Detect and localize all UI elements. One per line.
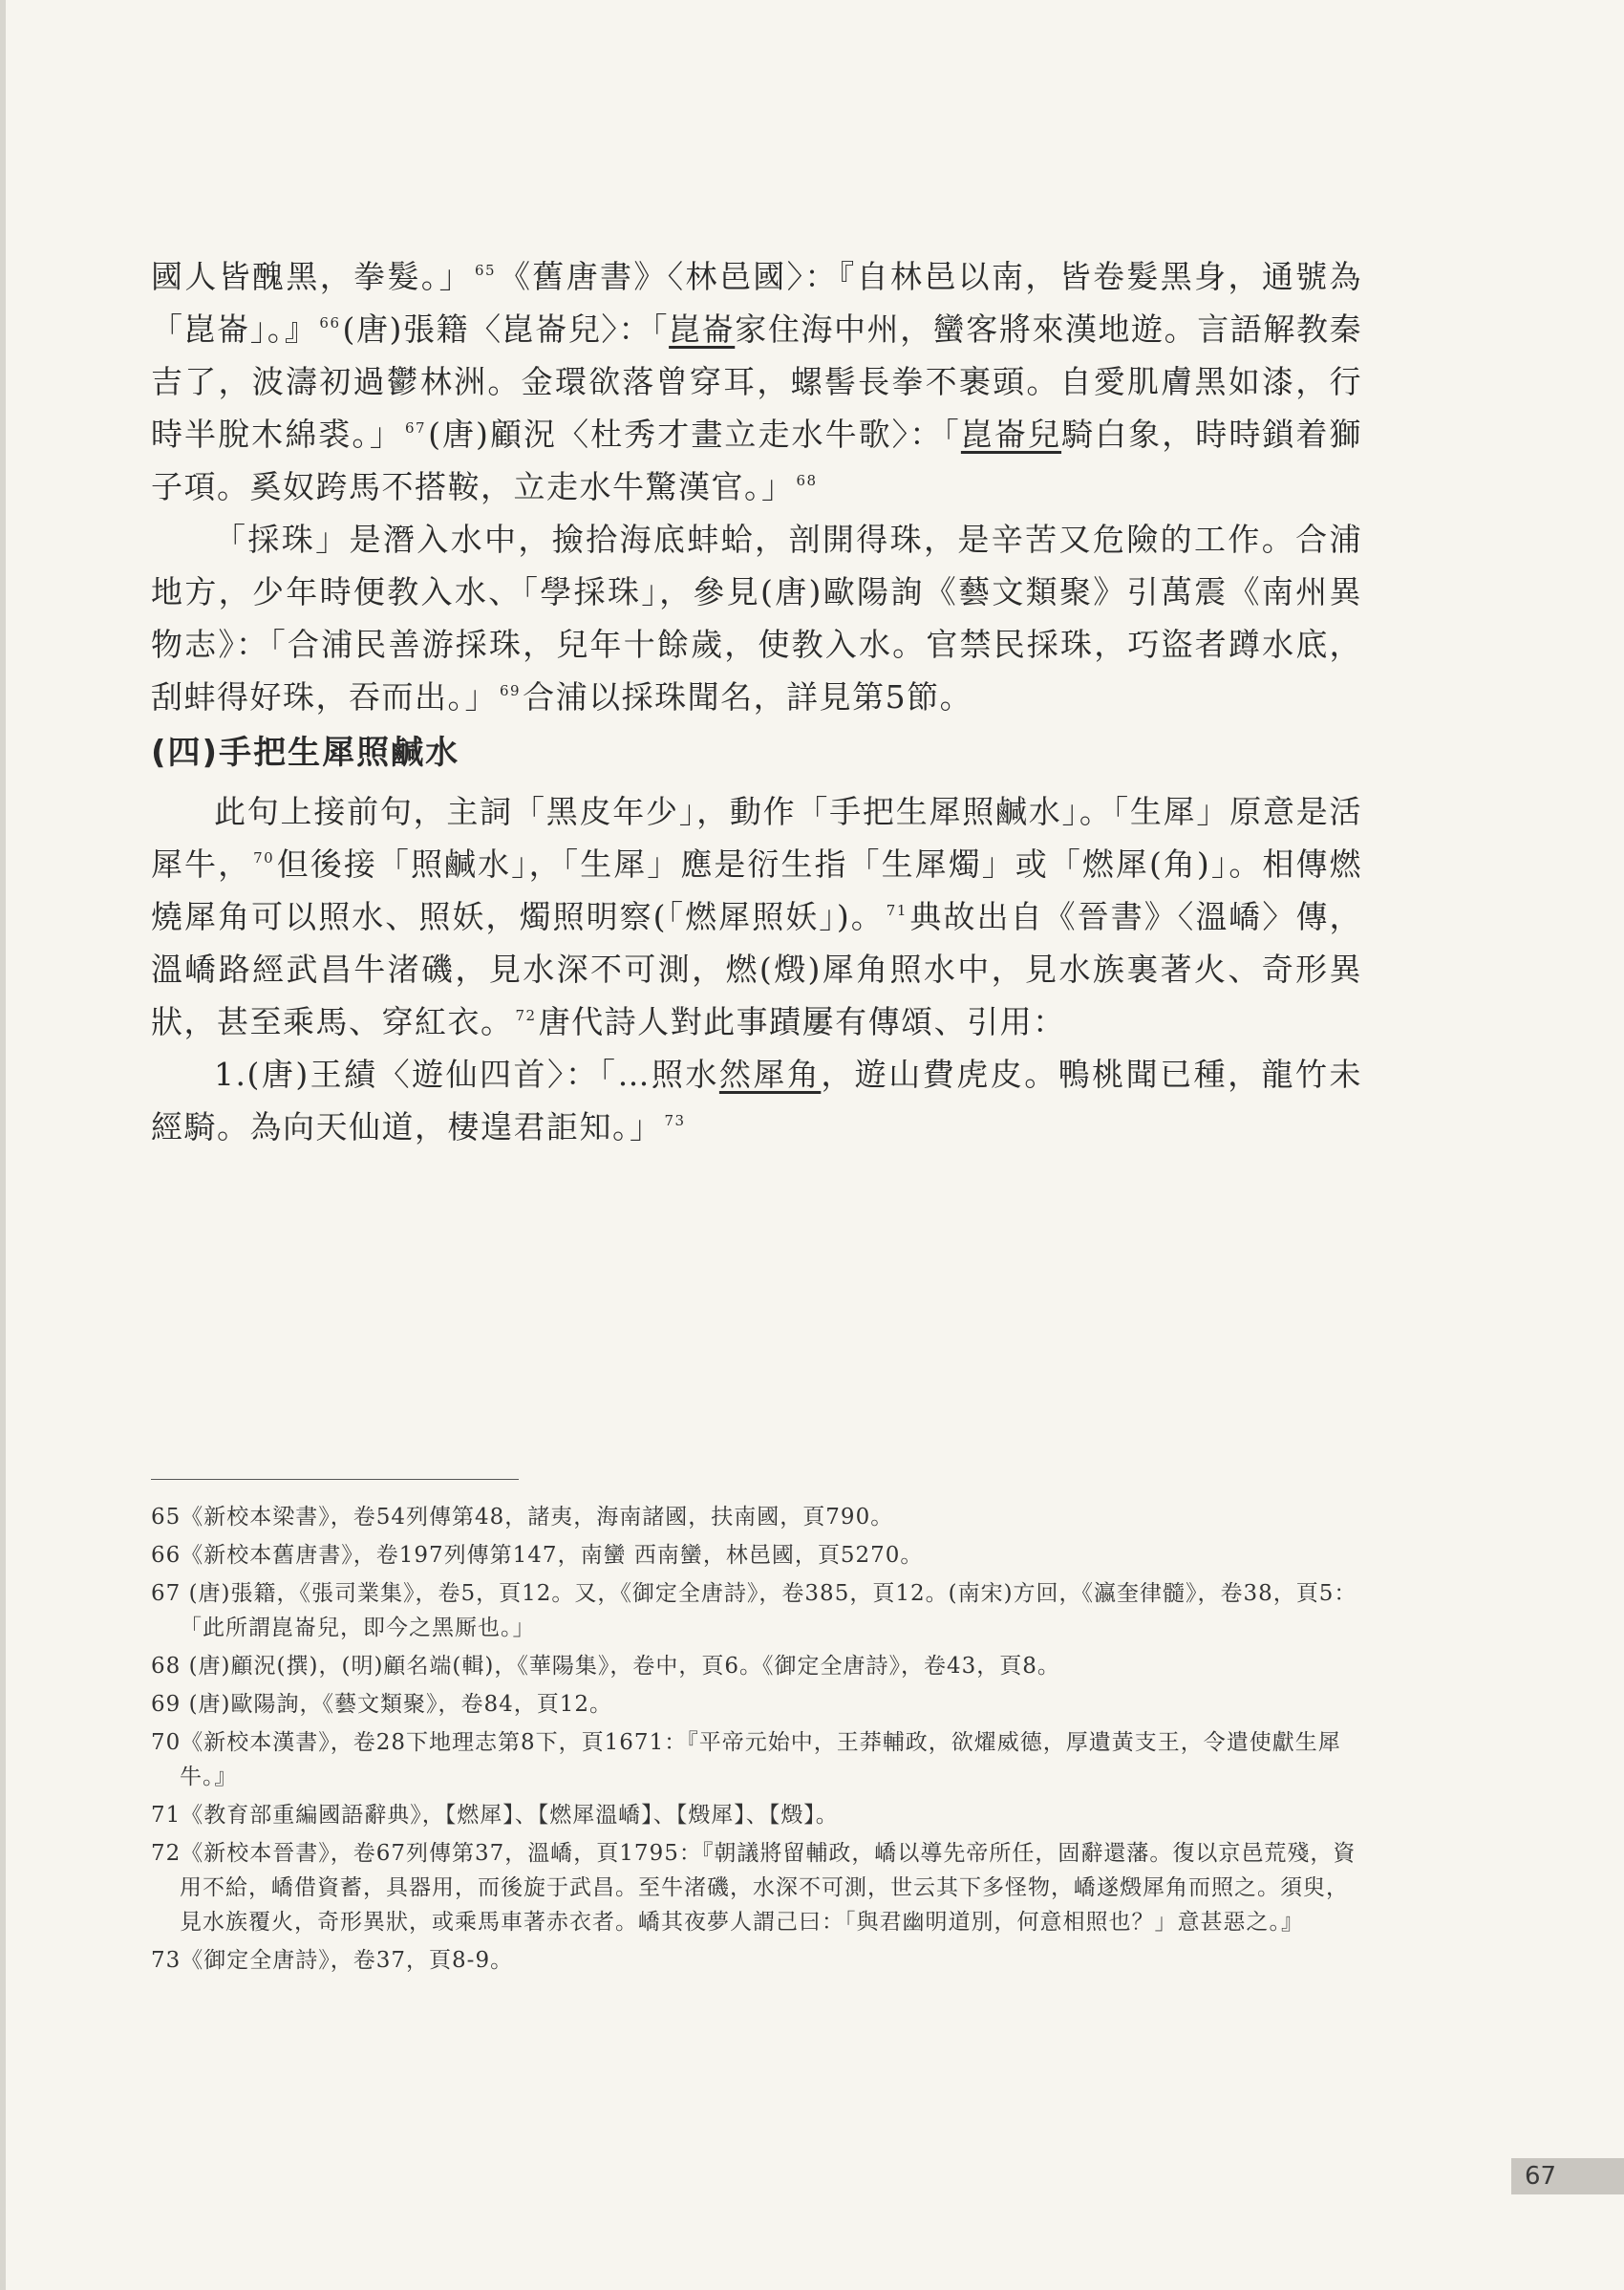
text-run: 典故出自《晉書》〈溫嶠〉傳，溫嶠路經武昌牛渚磯，見水深不可測，燃(燬)犀角照水中，見水族裏著火、奇形異狀，甚至乘馬、穿紅衣。: [151, 898, 1363, 1040]
text-run: 但後接「照鹹水」，「生犀」應是衍生指「生犀燭」或「燃犀(角)」。相傳燃燒犀角可以照水、照妖，燭照明察(「燃犀照妖」)。: [151, 845, 1363, 935]
footnote: 65《新校本梁書》，卷54列傳第48，諸夷，海南諸國，扶南國，頁790。: [151, 1505, 894, 1530]
text-run: 此句上接前句，主詞「黑皮年少」，動作「手把生犀照鹹水」。「生犀」原意是活犀牛，: [151, 793, 1362, 883]
paragraph-3: [151, 785, 1362, 1048]
footnote-ref: 69: [500, 682, 522, 699]
underlined-term: 崑崙兒: [960, 416, 1062, 453]
footnote: 69 (唐)歐陽詢，《藝文類聚》，卷84，頁12。: [151, 1692, 613, 1717]
text-run: ，遊山費虎皮。鴨桃聞已種，龍竹未經騎。為向天仙道，棲遑君詎知。」: [151, 1056, 1363, 1145]
footnote-ref: 68: [796, 472, 818, 489]
text-run: 家住海中州，蠻客將來漢地遊。言語解教秦吉了，波濤初過鬱林洲。金環欲落曾穿耳，螺髻長拳不裹頭。自愛肌膚黑如漆，行時半脫木綿裘。」: [151, 310, 1363, 453]
footnote-ref: 70: [253, 849, 275, 867]
underlined-term: 崑崙: [669, 310, 736, 348]
footnote: 67 (唐)張籍，《張司業集》，卷5，頁12。又，《御定全唐詩》，卷385，頁12。(南宋)方回，《瀛奎律髓》，卷38，頁5：「此所謂崑崙兒，即今之黑厮也。」: [151, 1581, 1357, 1640]
text-run: 騎白象，時時鎖着獅子項。奚奴跨馬不搭鞍，立走水牛驚漢官。」: [151, 416, 1363, 505]
footnote: 72《新校本晉書》，卷67列傳第37，溫嶠，頁1795：『朝議將留輔政，嶠以導先帝所任，固辭還藩。復以京邑荒殘，資用不給，嶠借資蓄，具器用，而後旋于武昌。至牛渚磯，水深不可測，世云其下多怪物，嶠遂燬犀角而照之。須臾，見水族覆火，奇形異狀，或乘馬車著赤衣者。嶠其夜夢人謂己曰：「與君幽明道別，何意相照也？」意甚惡之。』: [151, 1841, 1357, 1935]
footnote-divider: [151, 1479, 519, 1480]
footnote: 68 (唐)顧況(撰)，(明)顧名端(輯)，《華陽集》，卷中，頁6。《御定全唐詩》，卷43，頁8。: [151, 1654, 1060, 1679]
footnote-ref: 72: [515, 1007, 537, 1024]
text-run: (唐)張籍〈崑崙兒〉：「: [342, 310, 670, 348]
text-run: 1.(唐)王績〈遊仙四首〉：「…照水: [214, 1056, 719, 1093]
list-item: [151, 1048, 1362, 1153]
text-run: 唐代詩人對此事蹟屢有傳頌、引用：: [538, 1003, 1066, 1040]
scan-edge: [0, 0, 6, 2290]
page-number: 67: [1511, 2158, 1624, 2194]
text-run: (唐)顧況〈杜秀才畫立走水牛歌〉：「: [428, 416, 961, 453]
footnote-ref: 65: [475, 262, 497, 279]
text-run: 國人皆醜黑，拳髮。」: [151, 258, 473, 295]
footnote: 73《御定全唐詩》，卷37，頁8-9。: [151, 1948, 514, 1973]
paragraph-2: [151, 513, 1362, 723]
text-run: 《舊唐書》〈林邑國〉：『自林邑以南，皆卷髮黑身，通號為「崑崙」。』: [151, 258, 1363, 348]
footnote: 70《新校本漢書》，卷28下地理志第8下，頁1671：『平帝元始中，王莽輔政，欲燿威德，厚遺黃支王，令遣使獻生犀牛。』: [151, 1730, 1341, 1789]
underlined-term: 然犀角: [718, 1056, 822, 1093]
footnote-ref: 67: [404, 419, 427, 437]
text-run: 「採珠」是潛入水中，撿拾海底蚌蛤，剖開得珠，是辛苦又危險的工作。合浦地方，少年時便教入水、「學採珠」，參見(唐)歐陽詢《藝文類聚》引萬震《南州異物志》：「合浦民善游採珠，兒年十餘歲，使教入水。官禁民採珠，巧盜者蹲水底，刮蚌得好珠，吞而出。」: [151, 521, 1362, 716]
text-run: 合浦以採珠聞名，詳見第5節。: [523, 678, 973, 716]
paragraph-1: [151, 250, 1362, 513]
footnote-ref: 66: [319, 314, 341, 332]
footnote: 66《新校本舊唐書》，卷197列傳第147，南蠻 西南蠻，林邑國，頁5270。: [151, 1543, 924, 1568]
body-text: [151, 250, 1362, 1153]
footnotes: [151, 1500, 1362, 1981]
footnote-ref: 73: [664, 1112, 686, 1129]
section-heading: (四)手把生犀照鹹水: [151, 734, 460, 772]
footnote: 71《教育部重編國語辭典》，【燃犀】、【燃犀溫嶠】、【燬犀】、【燬】。: [151, 1803, 839, 1828]
footnote-ref: 71: [886, 902, 908, 919]
